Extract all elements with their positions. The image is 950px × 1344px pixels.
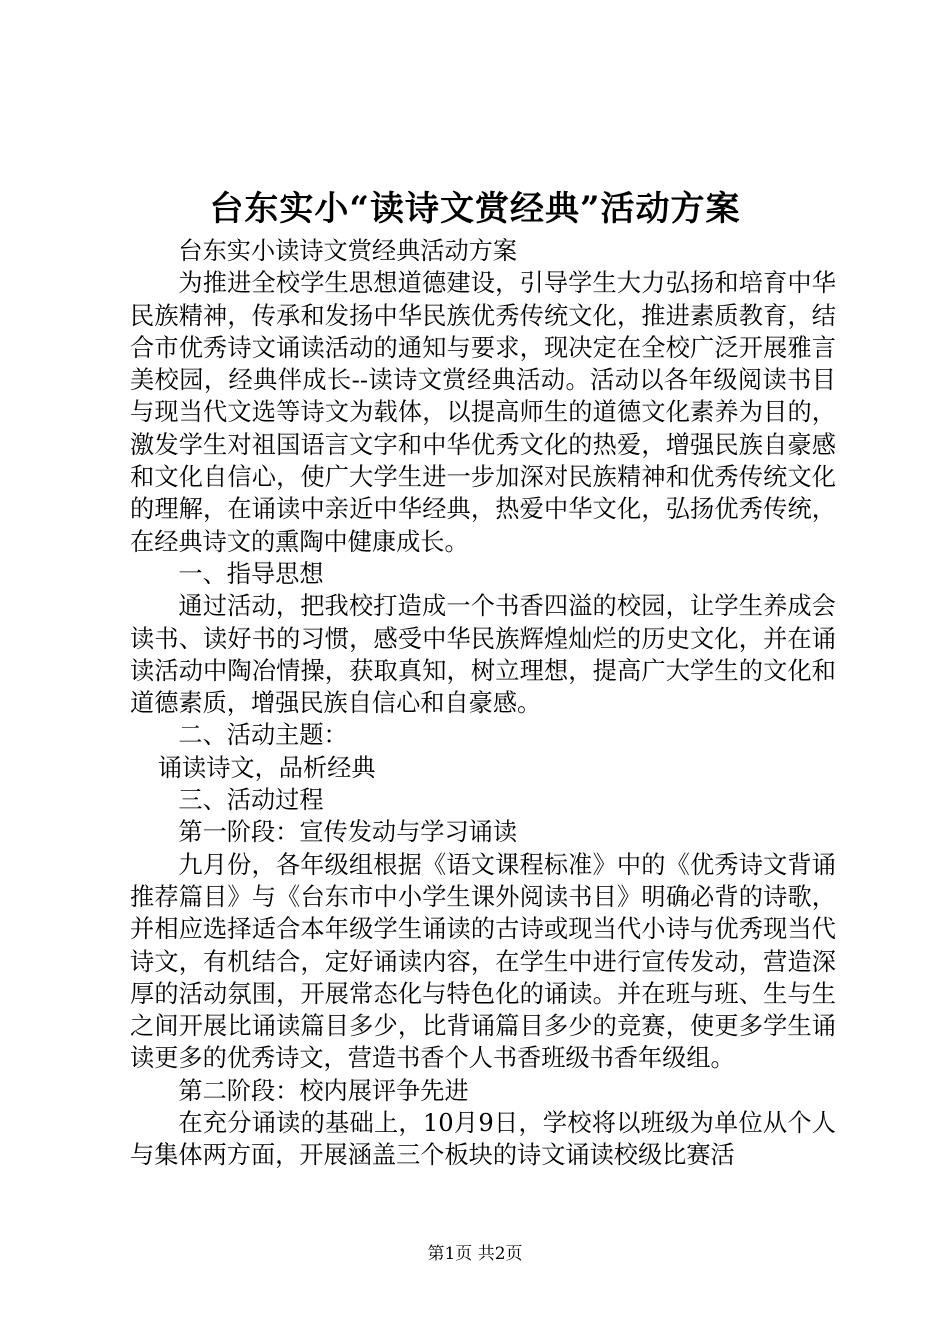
paragraph-stage-two: 在充分诵读的基础上，10月9日，学校将以班级为单位从个人与集体两方面，开展涵盖三个板块的诗文诵读校级比赛活	[130, 1109, 836, 1170]
heading-guiding-thought: 一、指导思想	[178, 559, 324, 588]
paragraph-subtitle: 台东实小读诗文赏经典活动方案	[178, 237, 518, 265]
heading-activity-theme: 二、活动主题：	[178, 721, 348, 750]
paragraph-intro: 为推进全校学生思想道德建设，引导学生大力弘扬和培育中华民族精神，传承和发扬中华民族优秀传统文化，推进素质教育，结合市优秀诗文诵读活动的通知与要求，现决定在全校广泛开展雅言美校园，经典伴成长--读诗文赏经典活动。活动以各年级阅读书目与现当代文选等诗文为载体，以提高师生的道德文化素养为目的，激发学生对祖国语言文字和中华优秀文化的热爱，增强民族自豪感和文化自信心，使广大学生进一步加深对民族精神和优秀传统文化的理解，在诵读中亲近中华经典，热爱中华文化，弘扬优秀传统，在经典诗文的熏陶中健康成长。	[130, 269, 836, 556]
heading-activity-process: 三、活动过程	[178, 786, 324, 815]
heading-stage-one: 第一阶段：宣传发动与学习诵读	[178, 818, 518, 847]
paragraph-guiding-thought: 通过活动，把我校打造成一个书香四溢的校园，让学生养成会读书、读好书的习惯，感受中华民族辉煌灿烂的历史文化，并在诵读活动中陶冶情操，获取真知，树立理想，提高广大学生的文化和道德素质，增强民族自信心和自豪感。	[130, 592, 836, 718]
paragraph-stage-one: 九月份，各年级组根据《语文课程标准》中的《优秀诗文背诵推荐篇目》与《台东市中小学生课外阅读书目》明确必背的诗歌，并相应选择适合本年级学生诵读的古诗或现当代小诗与优秀现当代诗文，有机结合，定好诵读内容，在学生中进行宣传发动，营造深厚的活动氛围，开展常态化与特色化的诵读。并在班与班、生与生之间开展比诵读篇目多少，比背诵篇目多少的竞赛，使更多学生诵读更多的优秀诗文，营造书香个人书香班级书香年级组。	[130, 850, 836, 1073]
heading-stage-two: 第二阶段：校内展评争先进	[178, 1076, 469, 1105]
page-footer: 第1页 共2页	[427, 1244, 523, 1264]
paragraph-activity-theme: 诵读诗文，品析经典	[157, 753, 376, 782]
document-body	[130, 235, 836, 1172]
document-title: 台东实小“读诗文赏经典”活动方案	[209, 189, 741, 229]
